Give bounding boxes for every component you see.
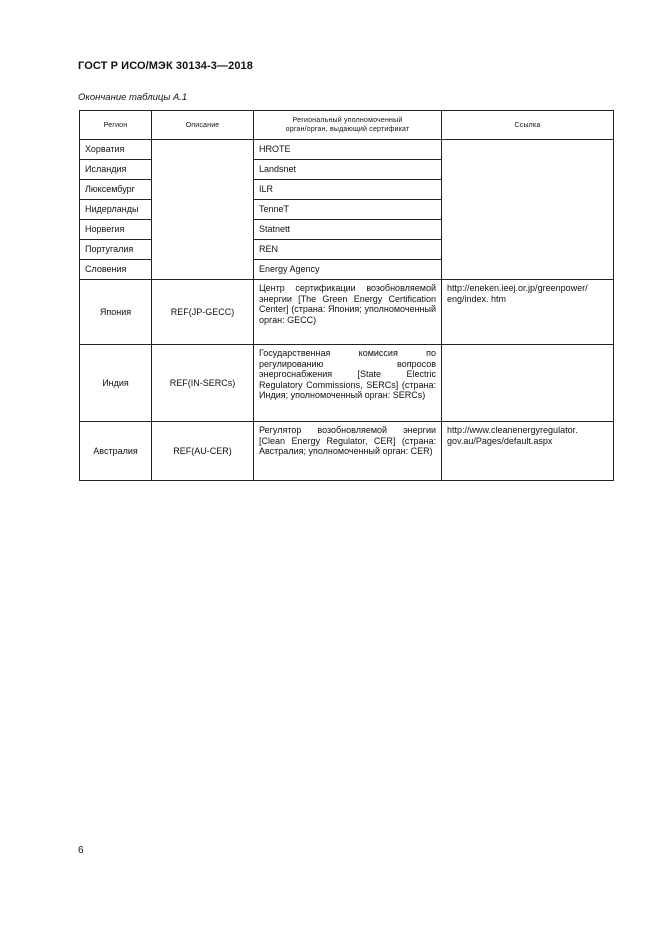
column-header-description: Описание bbox=[152, 111, 254, 140]
column-header-link: Ссылка bbox=[442, 111, 614, 140]
region-cell: Словения bbox=[80, 260, 152, 280]
org-cell: Государственная комиссия по регулированию вопросов энергоснабжения [State Electric Regulatory Commissions, SERCs] (страна: Индия; уполномоченный орган: SERCs) bbox=[254, 345, 442, 422]
table-caption: Окончание таблицы А.1 bbox=[78, 92, 188, 103]
document-header: ГОСТ Р ИСО/МЭК 30134-3—2018 bbox=[78, 60, 253, 72]
link-text-line1: http://www.cleanenergyregulator. bbox=[447, 425, 578, 435]
column-header-org-line1: Региональный уполномоченный bbox=[292, 117, 403, 124]
link-cell bbox=[442, 280, 614, 345]
certification-table bbox=[79, 110, 614, 481]
region-cell: Норвегия bbox=[80, 220, 152, 240]
link-cell-empty bbox=[442, 140, 614, 280]
page-number: 6 bbox=[78, 845, 84, 856]
region-cell: Индия bbox=[80, 345, 152, 422]
org-cell: Energy Agency bbox=[254, 260, 442, 280]
description-cell: REF(JP-GECC) bbox=[152, 280, 254, 345]
column-header-org bbox=[254, 111, 442, 140]
org-cell: Statnett bbox=[254, 220, 442, 240]
region-cell: Люксембург bbox=[80, 180, 152, 200]
org-cell: TenneT bbox=[254, 200, 442, 220]
link-text-line2: gov.au/Pages/default.aspx bbox=[447, 435, 553, 446]
org-cell: Landsnet bbox=[254, 160, 442, 180]
region-cell: Португалия bbox=[80, 240, 152, 260]
column-header-org-line2: орган/орган, выдающий сертификат bbox=[285, 126, 410, 133]
region-cell: Хорватия bbox=[80, 140, 152, 160]
column-header-region: Регион bbox=[80, 111, 152, 140]
org-cell: ILR bbox=[254, 180, 442, 200]
region-cell: Нидерланды bbox=[80, 200, 152, 220]
region-cell: Исландия bbox=[80, 160, 152, 180]
org-cell: REN bbox=[254, 240, 442, 260]
table-row-india bbox=[80, 345, 614, 422]
description-cell: REF(AU-CER) bbox=[152, 422, 254, 481]
link-cell bbox=[442, 422, 614, 481]
org-cell: Регулятор возобновляемой энергии [Clean Energy Regulator, CER] (страна: Австралия; уполномоченный орган: CER) bbox=[254, 422, 442, 481]
table-header-row bbox=[80, 111, 614, 140]
link-text-line1: http://eneken.ieej.or.jp/greenpower/ bbox=[447, 283, 588, 293]
link-text-line2: eng/index. htm bbox=[447, 293, 507, 304]
org-cell: Центр сертификации возобновляемой энергии [The Green Energy Certification Center] (страна: Япония; уполномоченный орган: GECC) bbox=[254, 280, 442, 345]
table-row bbox=[80, 140, 614, 160]
region-cell: Япония bbox=[80, 280, 152, 345]
description-cell: REF(IN-SERCs) bbox=[152, 345, 254, 422]
region-cell: Австралия bbox=[80, 422, 152, 481]
table-row-japan bbox=[80, 280, 614, 345]
link-cell bbox=[442, 345, 614, 422]
description-cell-empty bbox=[152, 140, 254, 280]
table-row-australia bbox=[80, 422, 614, 481]
org-cell: HROTE bbox=[254, 140, 442, 160]
